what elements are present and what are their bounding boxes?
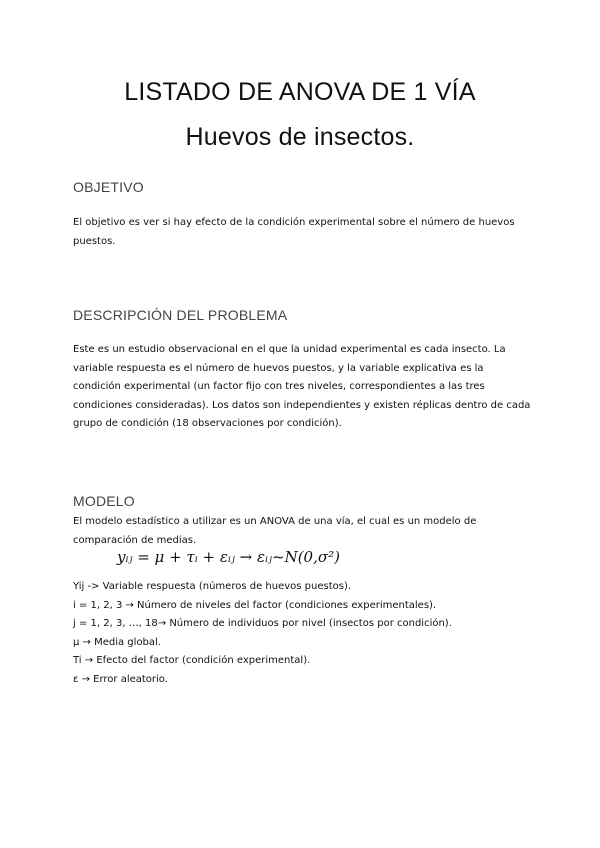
document-title: LISTADO DE ANOVA DE 1 VÍA	[124, 78, 476, 106]
section-heading-modelo: MODELO	[73, 493, 135, 509]
list-item: ε → Error aleatorio.	[73, 673, 168, 685]
list-item: μ → Media global.	[73, 636, 161, 648]
list-item: j = 1, 2, 3, …, 18→ Número de individuos por nivel (insectos por condición).	[73, 618, 452, 629]
section-text-descripcion: Este es un estudio observacional en el que la unidad experimental es cada insecto. La variable respuesta es el número de huevos puestos, y la variable explicativa es la condición experimental (un factor fijo con tres niveles, correspondientes a las tres condiciones consideradas). Los datos son independientes y existen réplicas dentro de cada grupo de condición (18 observaciones por condición).	[73, 344, 531, 429]
list-item: Yij -> Variable respuesta (números de huevos puestos).	[73, 581, 352, 592]
section-heading-objetivo: OBJETIVO	[73, 179, 144, 195]
section-text-modelo: El modelo estadístico a utilizar es un ANOVA de una vía, el cual es un modelo de comparación de medias.	[73, 516, 477, 546]
model-variable-list	[73, 578, 452, 689]
section-text-objetivo: El objetivo es ver si hay efecto de la condición experimental sobre el número de huevos puestos.	[73, 217, 515, 247]
list-item: i = 1, 2, 3 → Número de niveles del factor (condiciones experimentales).	[73, 599, 437, 611]
list-item: Ti → Efecto del factor (condición experimental).	[73, 655, 311, 666]
model-formula: yᵢⱼ = μ + τᵢ + εᵢⱼ → εᵢⱼ~N(0,σ²)	[117, 548, 340, 566]
document-subtitle: Huevos de insectos.	[185, 123, 415, 151]
section-heading-descripcion: DESCRIPCIÓN DEL PROBLEMA	[73, 307, 288, 323]
